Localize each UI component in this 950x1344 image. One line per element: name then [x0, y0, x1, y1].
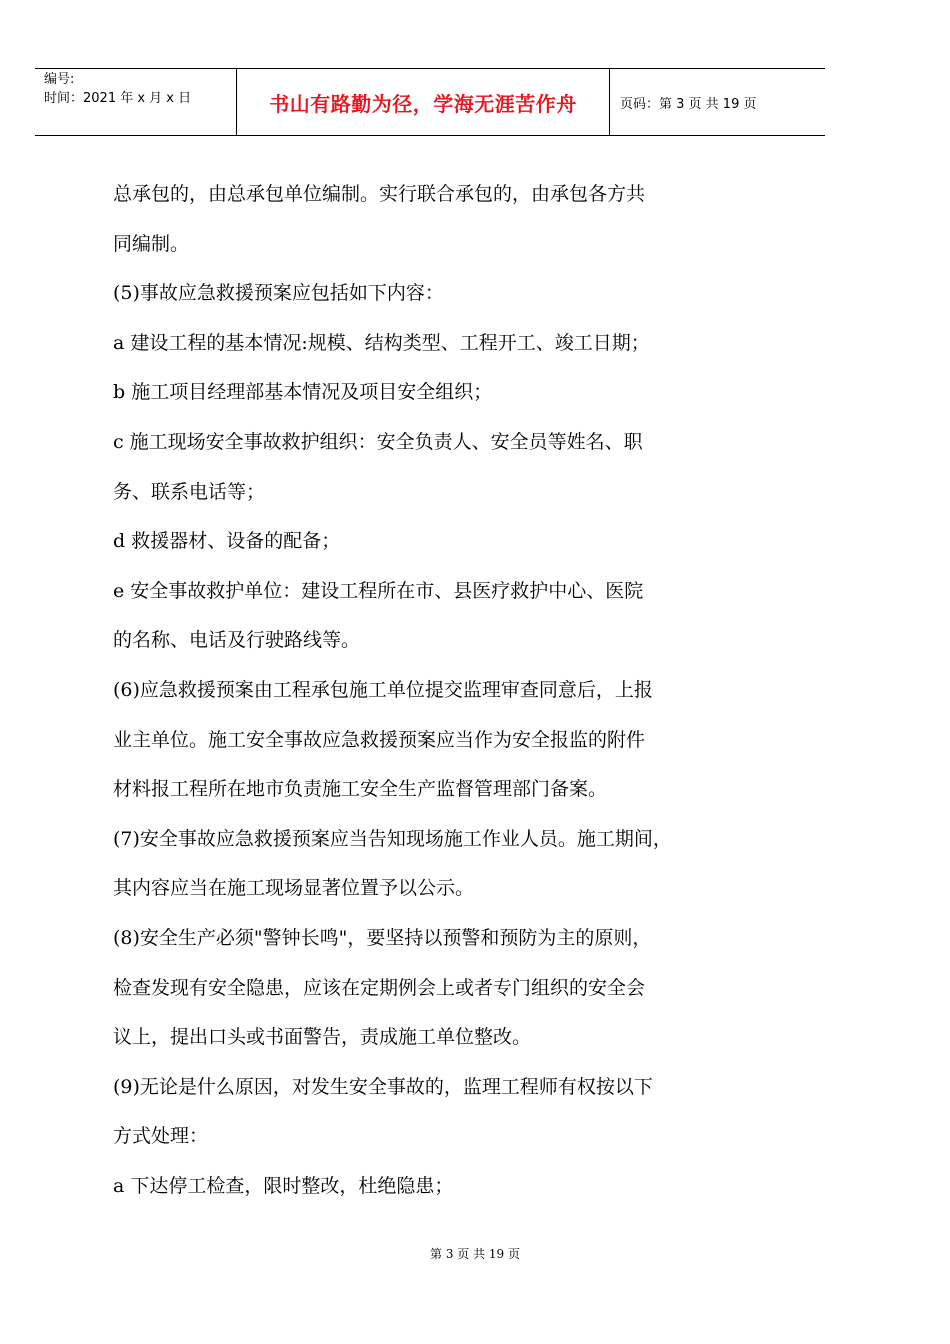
body-line: a 建设工程的基本情况:规模、结构类型、工程开工、竣工日期； — [113, 331, 650, 354]
body-line: 的名称、电话及行驶路线等。 — [113, 629, 361, 652]
body-line: 材料报工程所在地市负责施工安全生产监督管理部门备案。 — [113, 778, 608, 801]
body-line: c 施工现场安全事故救护组织：安全负责人、安全员等姓名、职 — [113, 430, 643, 453]
body-line: e 安全事故救护单位：建设工程所在市、县医疗救护中心、医院 — [113, 579, 644, 602]
body-line: (7)安全事故应急救援预案应当告知现场施工作业人员。施工期间， — [113, 827, 672, 850]
body-line: 其内容应当在施工现场显著位置予以公示。 — [113, 877, 475, 900]
header-motto-cell — [237, 69, 609, 135]
body-line: (5)事故应急救援预案应包括如下内容： — [113, 282, 444, 305]
body-line: d 救援器材、设备的配备； — [113, 530, 341, 553]
page-footer — [0, 1245, 950, 1262]
body-line: a 下达停工检查，限时整改，杜绝隐患； — [113, 1174, 454, 1197]
body-line: 方式处理： — [113, 1125, 209, 1148]
document-body — [113, 170, 773, 1211]
motto-text: 书山有路勤为径，学海无涯苦作舟 — [269, 91, 577, 116]
date-label: 时间：2021 年 x 月 x 日 — [44, 91, 192, 106]
body-line: b 施工项目经理部基本情况及项目安全组织； — [113, 381, 493, 404]
serial-number-label: 编号: — [44, 72, 75, 87]
body-line: (6)应急救援预案由工程承包施工单位提交监理审查同意后，上报 — [113, 678, 653, 701]
body-line: 同编制。 — [113, 232, 190, 255]
footer-page-number: 第 3 页 共 19 页 — [430, 1247, 520, 1261]
header-meta-cell — [35, 69, 236, 135]
page-header — [35, 68, 825, 136]
body-line: 总承包的，由总承包单位编制。实行联合承包的，由承包各方共 — [113, 183, 646, 205]
page-number-info: 页码：第 3 页 共 19 页 — [620, 96, 757, 112]
body-line: (8)安全生产必须"警钟长鸣"，要坚持以预警和预防为主的原则， — [113, 926, 652, 949]
body-line: 业主单位。施工安全事故应急救援预案应当作为安全报监的附件 — [113, 728, 646, 751]
body-line: 务、联系电话等； — [113, 480, 266, 503]
body-line: (9)无论是什么原因，对发生安全事故的，监理工程师有权按以下 — [113, 1075, 653, 1098]
body-line: 检查发现有安全隐患，应该在定期例会上或者专门组织的安全会 — [113, 976, 646, 999]
body-line: 议上，提出口头或书面警告，责成施工单位整改。 — [113, 1026, 532, 1049]
header-page-cell — [610, 69, 825, 135]
